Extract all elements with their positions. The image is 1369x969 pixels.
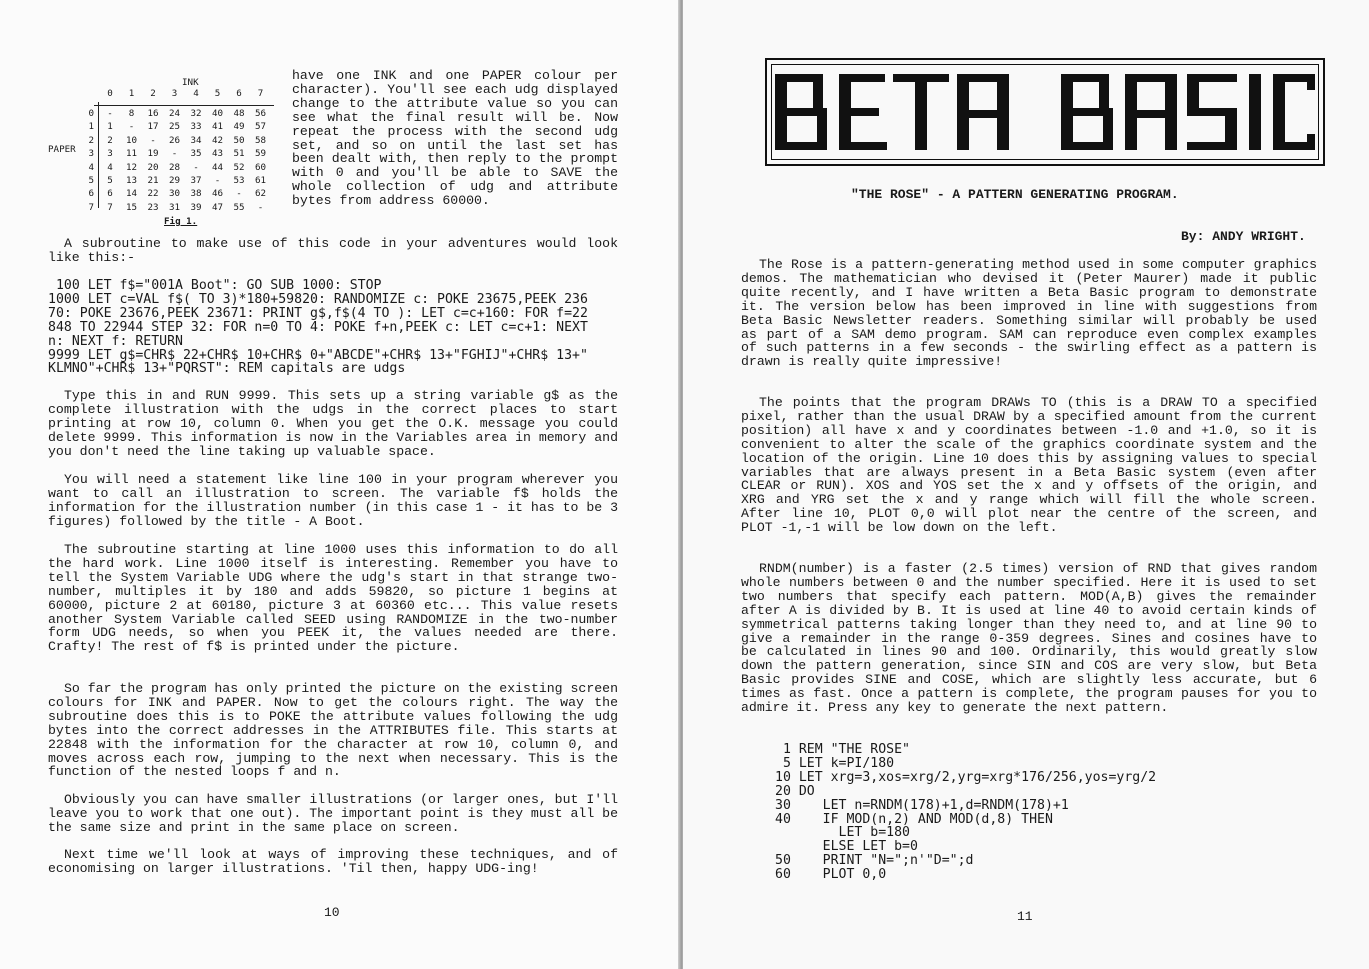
table-cell: 53 xyxy=(233,175,245,186)
row-label: 5 xyxy=(88,175,94,186)
column-header: 6 xyxy=(236,88,242,99)
table-cell: 52 xyxy=(233,161,245,173)
table-cell: 7 xyxy=(107,201,113,213)
paragraph-type: Type this in and RUN 9999. This sets up a string variable g$ as the complete illustration with the udgs in the correct places to start printing at row 10, column 0. When you get the O.K. message you could delete 9999. This information is now in the Variables area in memory and you don't need the line taking up valuable space. xyxy=(48,388,618,459)
table-cell: 60 xyxy=(254,161,267,173)
table-cell: 6 xyxy=(107,188,113,200)
table-horizontal-rule xyxy=(94,105,274,106)
table-cell: 35 xyxy=(190,148,202,160)
table-cell: 58 xyxy=(254,134,267,146)
code-listing-left: 100 LET f$="001A Boot": GO SUB 1000: STOP 1000 LET c=VAL f$( TO 3)*180+59820: RANDOMIZE c: POKE 23675,PEEK 236 70: POKE 23676,PEEK 23671: PRINT g$,f$(4 TO ): LET c=c+160: FOR f=22 848 TO 22944 STEP 32: FOR n=0 TO 4: POKE f+n,PEEK c: LET c=c+1: NEXT n: NEXT f: RETURN 9999 LET g$=CHR$ 22+CHR$ 10+CHR$ 0+"ABCDE"+CHR$ 13+"FGHIJ"+CHR$ 13+" KLMNO"+CHR$ 13+"PQRST": REM capitals are udgs xyxy=(48,278,588,377)
page-number-left: 10 xyxy=(324,905,340,920)
ink-label: INK xyxy=(182,77,199,88)
table-cell: 30 xyxy=(168,188,181,200)
table-cell: 1 xyxy=(107,121,113,133)
table-vertical-rule xyxy=(98,102,99,208)
row-label: 7 xyxy=(88,201,94,213)
paragraph-line1000: The subroutine starting at line 1000 uses this information to do all the hard work. Line 1000 itself is interesting. Remember you have to tell the System Variable UDG where the udg's start in that strange two-number, multiples it by 180 and adds 59820, so picture 1 begins at 60000, picture 2 at 60180, picture 3 at 60360 etc... This value resets another System Variable called SEED using RANDOMIZE in the two-number form UDG needs, so when you PEEK it, the values needed are there. Crafty! The rest of f$ is printed under the picture. xyxy=(48,542,618,655)
table-cell: 34 xyxy=(190,134,202,146)
paragraph-points: The points that the program DRAWs TO (this is a DRAW TO a specified pixel, rather than the usual DRAW by a specified amount from the current position) all have x and y coordinates between -1.0 and +1.0, so it is convenient to alter the scale of the graphics coordinate system and the location of the origin. Line 10 does this by assigning values to special variables that are always present in a Beta Basic system (even after CLEAR or RUN). XOS and YOS set the x and y offsets of the origin, and XRG and YRG set the x and y range which will fill the whole screen. After line 10, PLOT 0,0 will plot near the centre of the screen, and PLOT -1,-1 will be low down on the left. xyxy=(741,395,1317,536)
table-cell: - xyxy=(128,121,135,133)
table-cell: 31 xyxy=(168,201,181,213)
table-cell: - xyxy=(171,148,178,160)
left-page xyxy=(0,0,680,969)
row-label: 3 xyxy=(88,148,94,160)
table-cell: 16 xyxy=(147,108,159,119)
table-cell: 47 xyxy=(211,201,224,213)
table-cell: 43 xyxy=(211,148,224,160)
table-cell: 5 xyxy=(107,175,113,186)
table-cell: 15 xyxy=(125,201,138,213)
table-cell: 38 xyxy=(190,188,202,200)
table-cell: 26 xyxy=(168,134,181,146)
row-label: 0 xyxy=(88,108,94,119)
table-cell: 42 xyxy=(211,134,224,146)
fig1-attribute-table xyxy=(46,74,282,227)
paragraph-rndm: RNDM(number) is a faster (2.5 times) version of RND that gives random whole numbers between 0 and the number specified. Here it is used to set two numbers that specify each pattern. MOD(A,B) gives the remainder after A is divided by B. It is used at line 40 to avoid certain kinds of symmetrical patterns taking longer than they need to, and at line 90 to give a remainder in the range 0-359 degrees. Sines and cosines have to be calculated in lines 90 and 100. Ordinarily, this would greatly slow down the pattern generation, since SIN and COS are very slow, but Beta Basic provides SINE and COSE, which are slightly less accurate, but 6 times as fast. Once a pattern is complete, the program pauses for you to admire it. Press any key to generate the next pattern. xyxy=(741,561,1317,716)
table-cell: 10 xyxy=(125,134,138,146)
column-header: 0 xyxy=(107,88,113,99)
code-listing-right: 1 REM "THE ROSE" 5 LET k=PI/180 10 LET xrg=3,xos=xrg/2,yrg=xrg*176/256,yos=yrg/2 20 DO 30 LET n=RNDM(178)+1,d=RNDM(178)+1 40 IF MOD(n,2) AND MOD(d,8) THEN LET b=180 ELSE LET b=0 50 PRINT "N=";n'"D=";d 60 PLOT 0,0 xyxy=(775,742,1157,883)
table-cell: 17 xyxy=(147,121,159,133)
column-header: 4 xyxy=(193,88,199,99)
column-header: 2 xyxy=(150,88,156,99)
paragraph-need: You will need a statement like line 100 in your program wherever you want to call an illustration to screen. The variable f$ holds the information for the illustration number (in this case 1 - it has to be 3 figures) followed by the title - A Boot. xyxy=(48,472,618,529)
paragraph-obviously: Obviously you can have smaller illustrations (or larger ones, but I'll leave you to work that one out). The important point is they must all be the same size and print in the same place on screen. xyxy=(48,792,618,835)
table-cell: 14 xyxy=(125,188,138,200)
table-cell: 20 xyxy=(147,161,159,173)
column-header: 5 xyxy=(214,88,221,99)
table-cell: 44 xyxy=(211,161,224,173)
table-cell: 32 xyxy=(190,108,202,119)
row-label: 1 xyxy=(88,121,94,133)
table-cell: 12 xyxy=(125,161,138,173)
table-cell: - xyxy=(257,201,264,213)
article-heading: "THE ROSE" - A PATTERN GENERATING PROGRAM. xyxy=(851,187,1179,202)
paper-label: PAPER xyxy=(48,144,76,155)
table-cell: 37 xyxy=(190,175,202,186)
table-cell: 61 xyxy=(254,175,267,186)
article-byline: By: ANDY WRIGHT. xyxy=(1181,229,1306,244)
table-cell: 62 xyxy=(254,188,267,200)
table-cell: - xyxy=(150,134,156,146)
column-header: 1 xyxy=(128,88,135,99)
beta-basic-logo xyxy=(765,58,1325,166)
column-header: 7 xyxy=(257,88,264,99)
table-cell: 13 xyxy=(125,175,138,186)
table-cell: 22 xyxy=(147,188,159,200)
table-cell: 19 xyxy=(147,148,159,160)
table-cell: 21 xyxy=(147,175,159,186)
table-cell: 28 xyxy=(168,161,181,173)
table-cell: 41 xyxy=(211,121,224,133)
table-cell: 2 xyxy=(107,134,113,146)
fig-caption: Fig 1. xyxy=(164,216,198,227)
paragraph-next: Next time we'll look at ways of improving these techniques, and of economising on larger illustrations. 'Til then, happy UDG-ing! xyxy=(48,847,618,876)
row-label: 2 xyxy=(88,134,94,146)
right-page xyxy=(683,0,1369,969)
paragraph-sofar: So far the program has only printed the picture on the existing screen colours for INK and PAPER. Now to get the colours right. The way the subroutine does this is to POKE the attribute values following the udg bytes into the correct addresses in the ATTRIBUTES file. This starts at 22848 with the information for the character at row 10, column 0, and moves across each row, jumping to the next when necessary. This is the function of the nested loops f and n. xyxy=(48,681,618,780)
table-cell: - xyxy=(107,108,113,119)
table-cell: 8 xyxy=(128,108,135,119)
row-label: 6 xyxy=(88,188,94,200)
table-cell: 33 xyxy=(190,121,202,133)
table-cell: 57 xyxy=(254,121,267,133)
table-cell: 29 xyxy=(168,175,181,186)
table-cell: 24 xyxy=(168,108,181,119)
table-cell: 39 xyxy=(190,201,202,213)
paragraph-subroutine: A subroutine to make use of this code in your adventures would look like this:- xyxy=(48,236,618,265)
table-cell: - xyxy=(214,175,221,186)
column-header: 3 xyxy=(171,88,178,99)
row-label: 4 xyxy=(88,161,94,173)
table-cell: 50 xyxy=(233,134,245,146)
table-cell: 48 xyxy=(233,108,245,119)
table-cell: 55 xyxy=(233,201,245,213)
table-cell: 11 xyxy=(125,148,138,160)
logo-lettering xyxy=(775,70,1315,154)
table-cell: 23 xyxy=(147,201,159,213)
table-cell: 46 xyxy=(211,188,224,200)
table-cell: 49 xyxy=(233,121,245,133)
table-cell: - xyxy=(193,161,199,173)
side-paragraph: have one INK and one PAPER colour per character). You'll see each udg displayed change to the attribute value so you can see what the final result will be. Now repeat the process with the second udg set, and so on until the last set has been dealt with, then reply to the prompt with 0 and you'll be able to SAVE the whole collection of udg and attribute bytes from address 60000. xyxy=(292,68,618,209)
page-number-right: 11 xyxy=(1017,909,1033,924)
table-cell: 56 xyxy=(254,108,267,119)
table-cell: 59 xyxy=(254,148,267,160)
table-cell: 25 xyxy=(168,121,181,133)
table-cell: 3 xyxy=(107,148,113,160)
paragraph-rose: The Rose is a pattern-generating method used in some computer graphics demos. The mathematician who devised it (Peter Maurer) made it public quite recently, and I have written a Beta Basic program to demonstrate it. The version below has been improved in line with suggestions from Beta Basic Newsletter readers. Something similar will probably be used as part of a SAM demo program. SAM can reproduce even complex examples of such patterns in a few seconds - the swirling effect as a pattern is drawn is really quite impressive! xyxy=(741,257,1317,370)
table-cell: - xyxy=(236,188,242,200)
table-cell: 40 xyxy=(211,108,224,119)
table-cell: 51 xyxy=(233,148,245,160)
table-cell: 4 xyxy=(107,161,113,173)
